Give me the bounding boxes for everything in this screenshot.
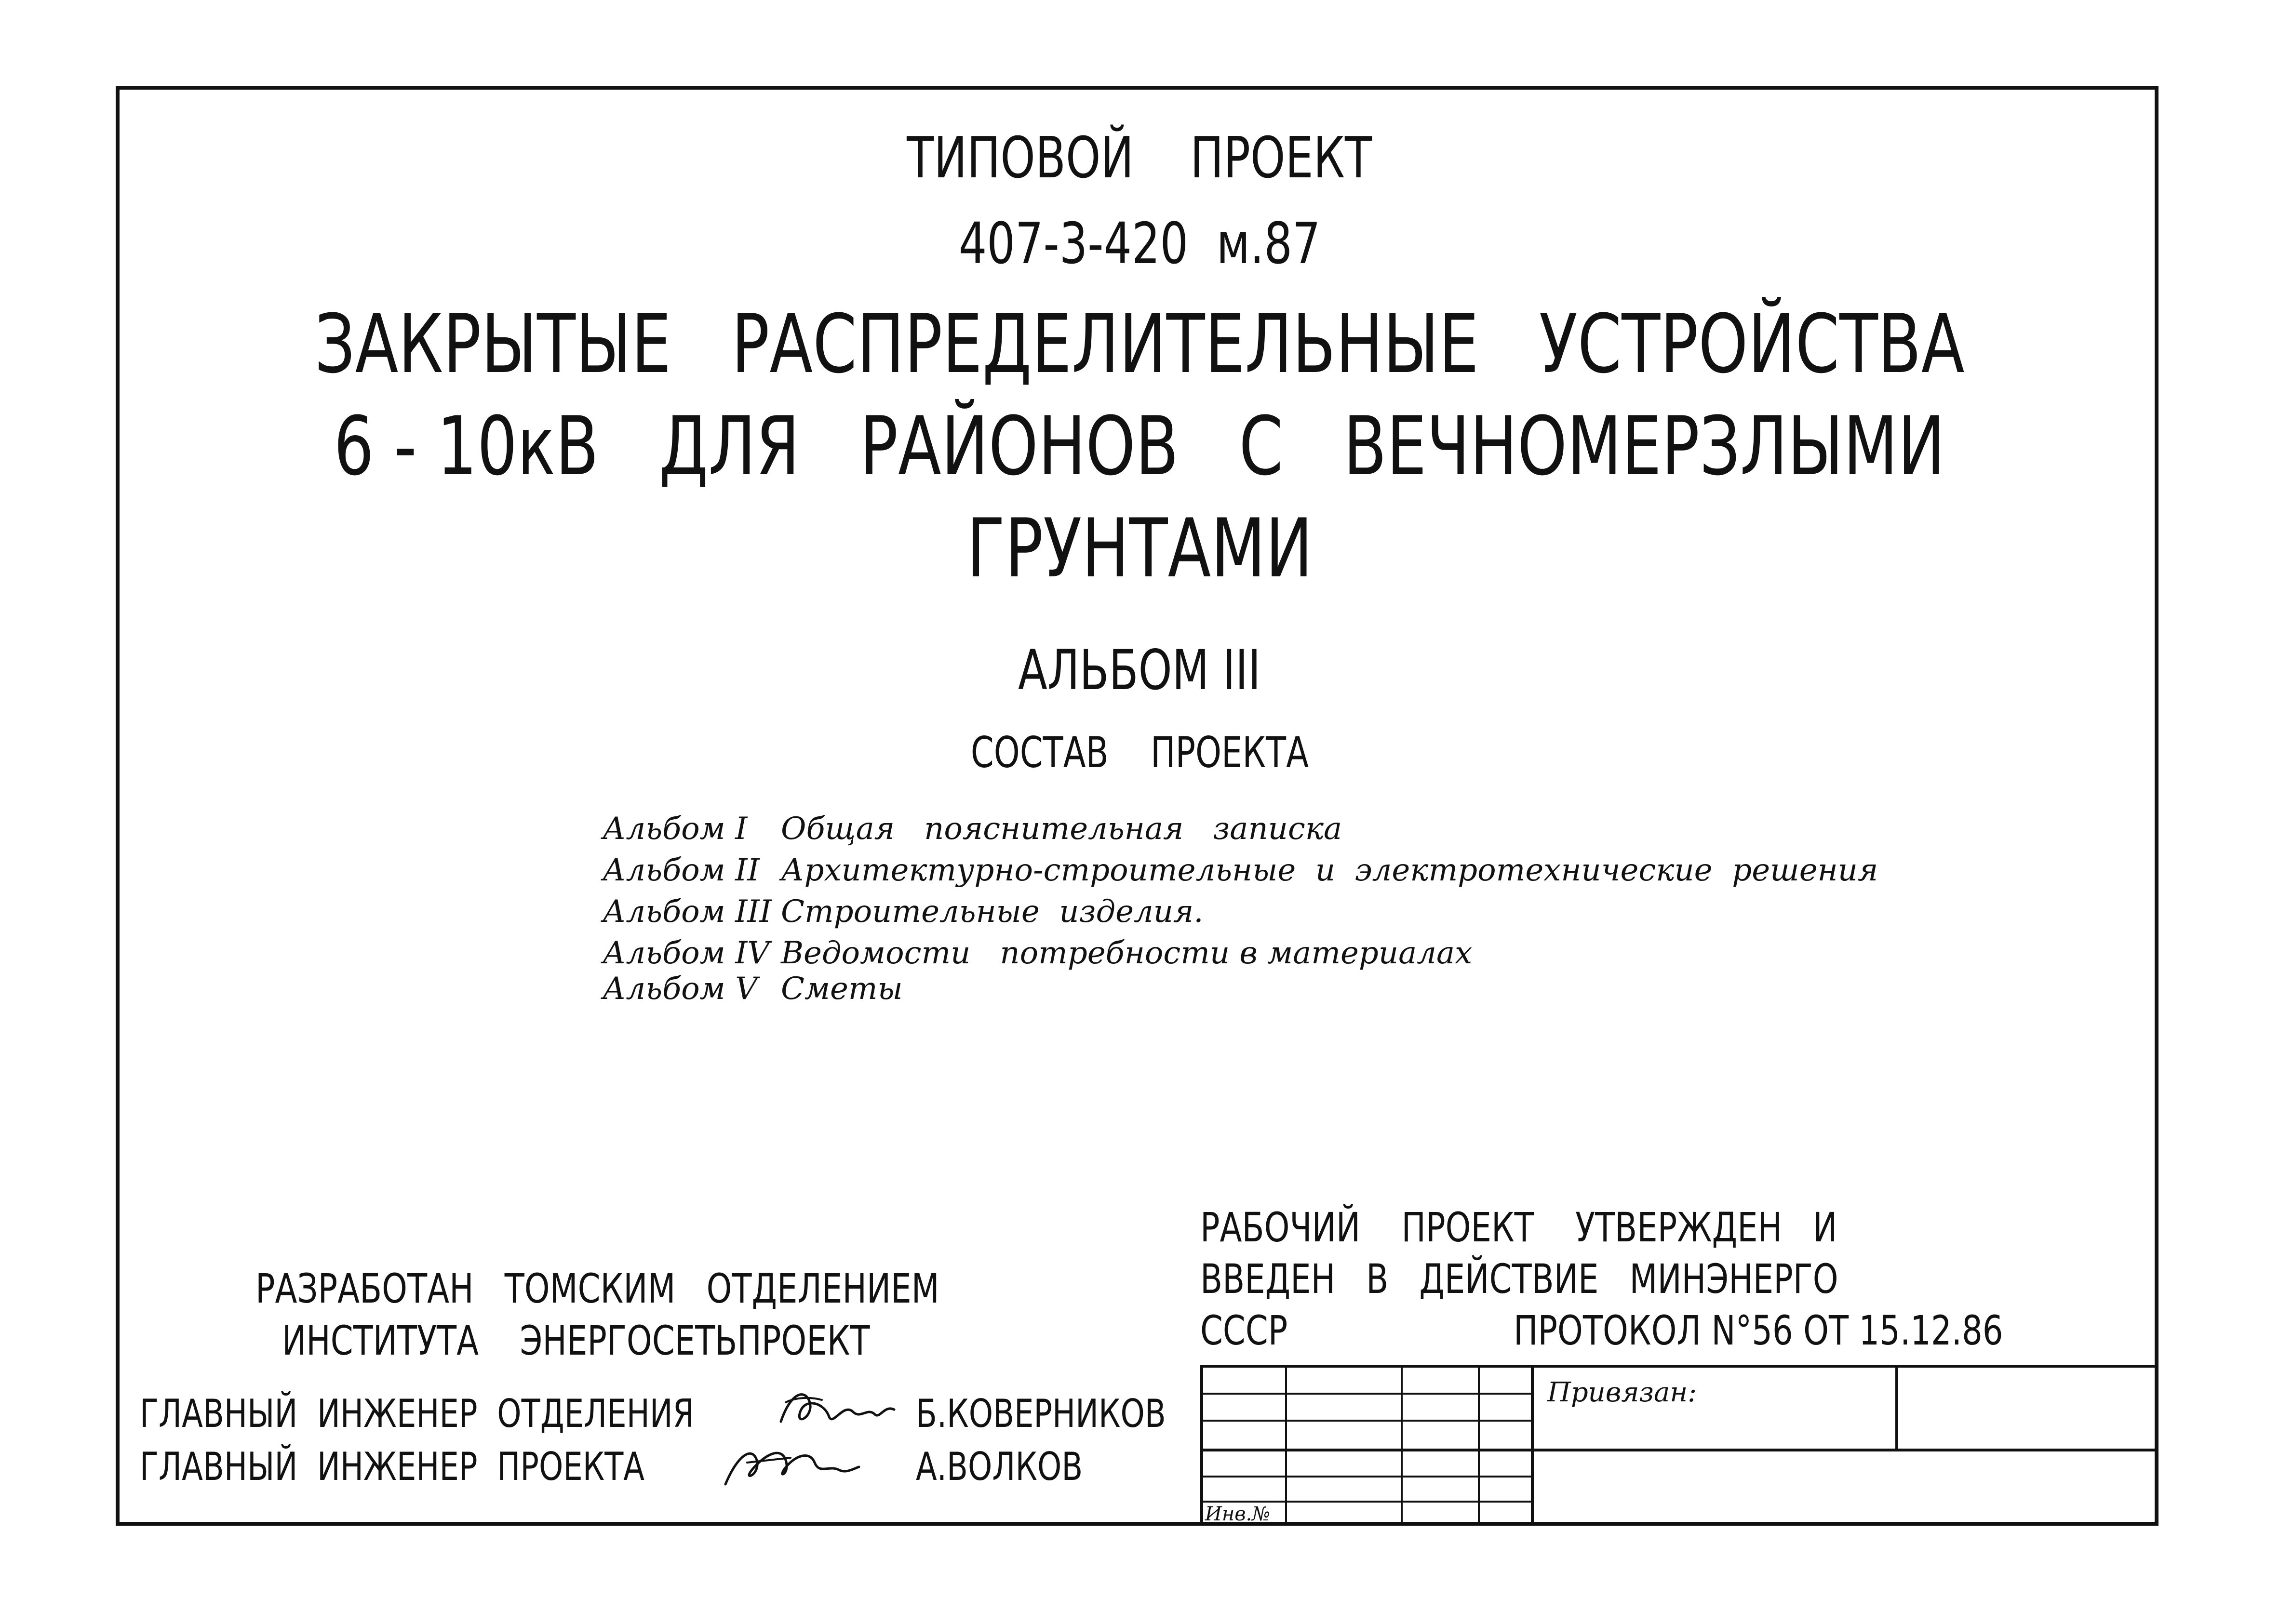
signature-role: ГЛАВНЫЙ ИНЖЕНЕР ОТДЕЛЕНИЯ [140, 1391, 695, 1436]
developer-line-2: ИНСТИТУТА ЭНЕРГОСЕТЬПРОЕКТ [282, 1317, 870, 1364]
approval-line-2: ВВЕДЕН В ДЕЙСТВИЕ МИНЭНЕРГО [1200, 1255, 1838, 1303]
handwritten-signature [718, 1436, 863, 1494]
inventory-number-label: Инв.№ [1205, 1503, 1271, 1525]
project-number: 407-3-420 м.87 [958, 210, 1321, 277]
stamp-line [1895, 1365, 1898, 1451]
list-item [603, 811, 1342, 847]
signature-name: А.ВОЛКОВ [916, 1444, 1083, 1489]
album-label: АЛЬБОМ III [1018, 638, 1261, 702]
album-description: Общая пояснительная записка [781, 811, 1342, 847]
title-line-2: 6 - 10кВ ДЛЯ РАЙОНОВ С ВЕЧНОМЕРЗЛЫМИ [334, 399, 1945, 493]
signature-name: Б.КОВЕРНИКОВ [916, 1391, 1166, 1436]
album-description: Строительные изделия. [781, 894, 1204, 930]
list-item [603, 935, 1473, 971]
developer-line-1: РАЗРАБОТАН ТОМСКИМ ОТДЕЛЕНИЕМ [255, 1265, 939, 1312]
stamp-line [1200, 1365, 1203, 1526]
stamp-line [1285, 1365, 1287, 1526]
album-description: Архитектурно-строительные и электротехнические решения [781, 852, 1878, 888]
project-type-heading: ТИПОВОЙ ПРОЕКТ [907, 124, 1372, 191]
stamp-line [1200, 1501, 1533, 1503]
album-label: Альбом III [603, 894, 772, 930]
handwritten-signature [776, 1383, 901, 1436]
signature-role: ГЛАВНЫЙ ИНЖЕНЕР ПРОЕКТА [140, 1444, 645, 1489]
album-label: Альбом V [603, 971, 758, 1007]
approval-protocol: ПРОТОКОЛ N°56 ОТ 15.12.86 [1514, 1307, 2003, 1354]
stamp-line [1478, 1365, 1480, 1526]
stamp-line [1200, 1476, 1533, 1478]
list-item [603, 894, 1204, 930]
album-label: Альбом II [603, 852, 760, 888]
composition-title: СОСТАВ ПРОЕКТА [970, 728, 1309, 777]
album-description: Сметы [781, 971, 903, 1007]
list-item [603, 852, 1878, 888]
stamp-line [1401, 1365, 1403, 1526]
title-line-1: ЗАКРЫТЫЕ РАСПРЕДЕЛИТЕЛЬНЫЕ УСТРОЙСТВА [314, 297, 1965, 391]
stamp-line [1200, 1420, 1533, 1422]
list-item [603, 971, 903, 1007]
stamp-line [1200, 1393, 1533, 1395]
stamp-line [1200, 1365, 2158, 1368]
approval-line-1: РАБОЧИЙ ПРОЕКТ УТВЕРЖДЕН И [1200, 1204, 1837, 1251]
album-label: Альбом I [603, 811, 748, 847]
approval-line-3a: СССР [1200, 1307, 1288, 1354]
album-label: Альбом IV [603, 935, 770, 971]
tied-label: Привязан: [1547, 1377, 1697, 1408]
album-description: Ведомости потребности в материалах [781, 935, 1473, 971]
title-line-3: ГРУНТАМИ [966, 501, 1313, 596]
stamp-line [1200, 1449, 2158, 1451]
stamp-line [1531, 1365, 1534, 1526]
